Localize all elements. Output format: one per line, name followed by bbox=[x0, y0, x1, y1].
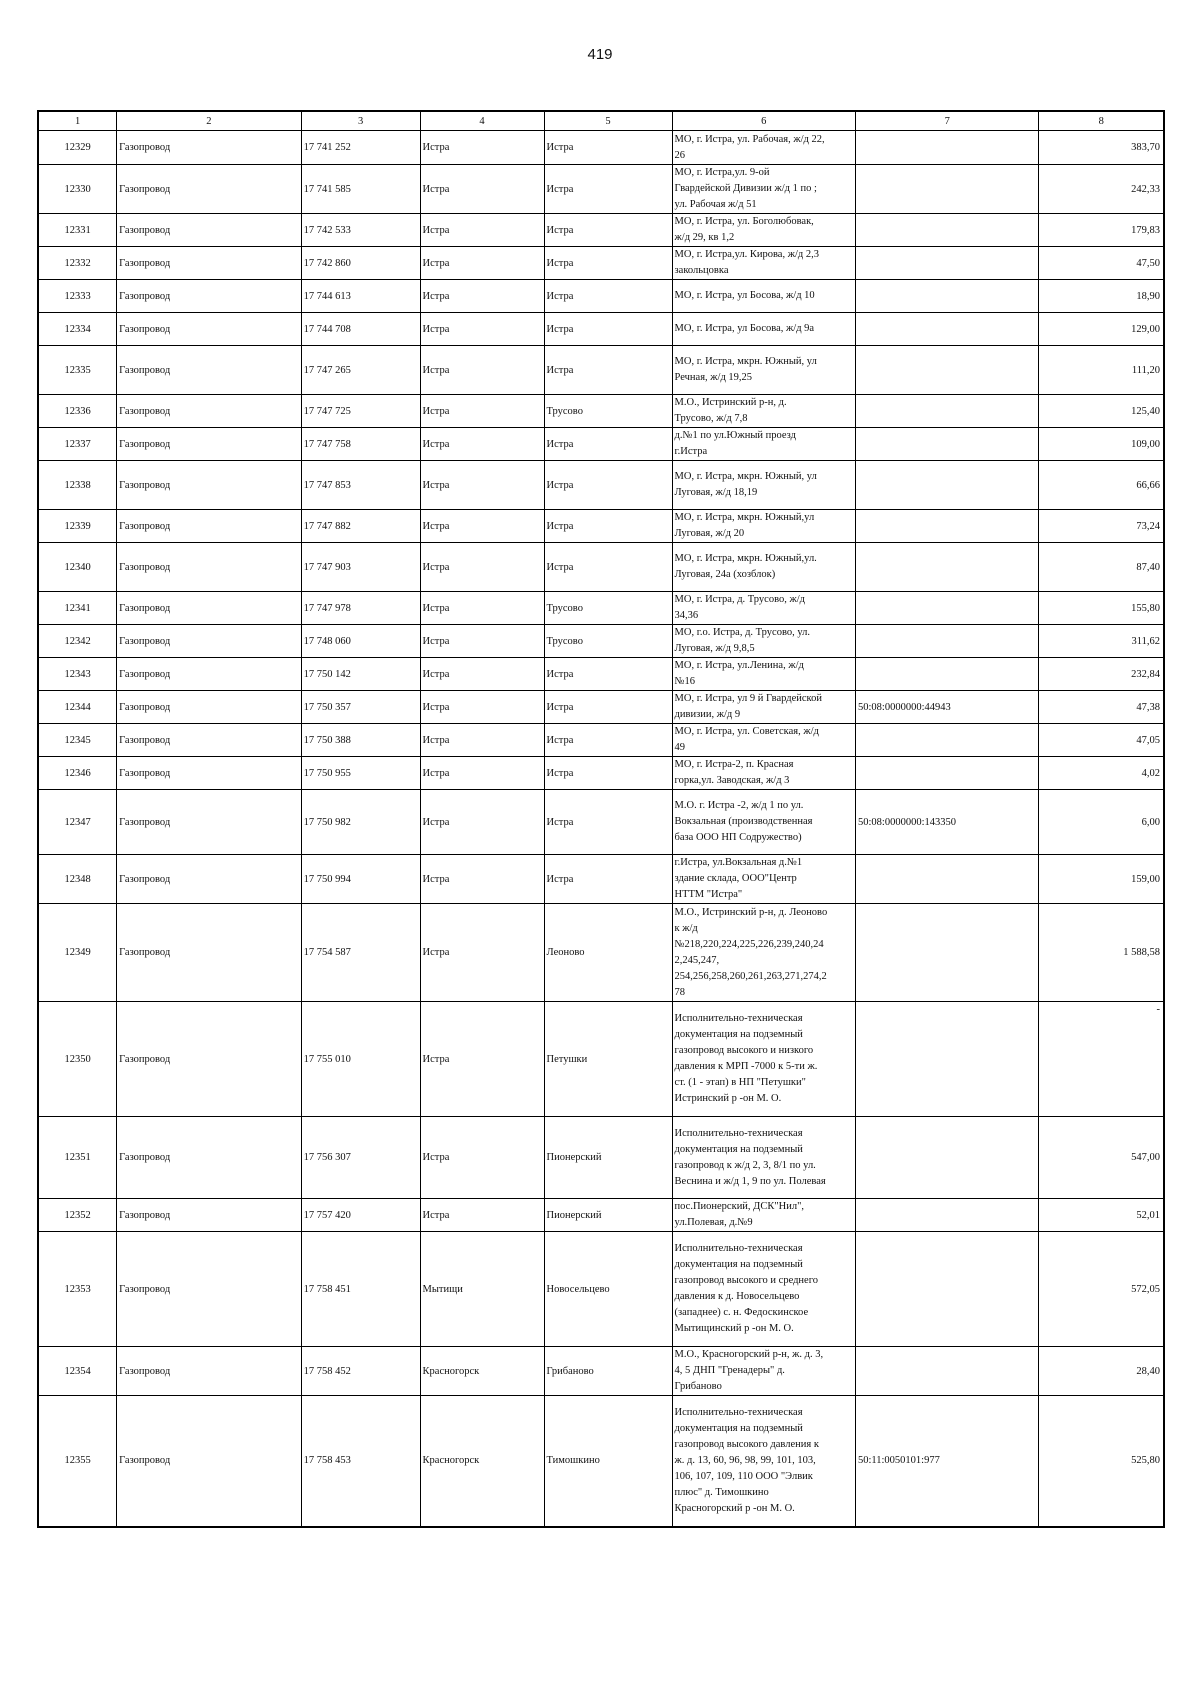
district-cell: Истра bbox=[420, 247, 544, 280]
table-row bbox=[38, 1199, 1164, 1232]
locality-cell: Истра bbox=[544, 658, 672, 691]
object-type-cell: Газопровод bbox=[117, 428, 301, 461]
value-cell: 111,20 bbox=[1039, 346, 1164, 395]
locality-cell: Истра bbox=[544, 313, 672, 346]
cadastral-number-cell bbox=[855, 724, 1038, 757]
column-header: 1 bbox=[38, 111, 117, 131]
value-cell: 1 588,58 bbox=[1039, 904, 1164, 1002]
table-row bbox=[38, 1002, 1164, 1117]
cadastral-number-cell bbox=[855, 214, 1038, 247]
address-cell: Исполнительно-техническая документация на подземный газопровод высокого и низкого давления к МРП -7000 к 5-ти ж. ст. (1 - этап) в НП "Петушки" Истринский р -он М. О. bbox=[672, 1002, 855, 1117]
cadastral-number-cell bbox=[855, 280, 1038, 313]
cadastral-number-cell bbox=[855, 1199, 1038, 1232]
table-row bbox=[38, 904, 1164, 1002]
cadastral-number-cell bbox=[855, 757, 1038, 790]
row-number-cell: 12348 bbox=[38, 855, 117, 904]
object-type-cell: Газопровод bbox=[117, 1117, 301, 1199]
inventory-code-cell: 17 757 420 bbox=[301, 1199, 420, 1232]
inventory-code-cell: 17 741 585 bbox=[301, 165, 420, 214]
value-cell: 109,00 bbox=[1039, 428, 1164, 461]
district-cell: Истра bbox=[420, 904, 544, 1002]
cadastral-number-cell bbox=[855, 395, 1038, 428]
district-cell: Истра bbox=[420, 724, 544, 757]
inventory-code-cell: 17 741 252 bbox=[301, 131, 420, 165]
object-type-cell: Газопровод bbox=[117, 247, 301, 280]
cadastral-number-cell bbox=[855, 625, 1038, 658]
cadastral-number-cell bbox=[855, 1002, 1038, 1117]
column-header: 7 bbox=[855, 111, 1038, 131]
value-cell: 179,83 bbox=[1039, 214, 1164, 247]
address-cell: МО, г. Истра, мкрн. Южный,ул. Луговая, 24а (хозблок) bbox=[672, 543, 855, 592]
table-row bbox=[38, 247, 1164, 280]
table-row bbox=[38, 691, 1164, 724]
locality-cell: Истра bbox=[544, 790, 672, 855]
address-cell: М.О., Красногорский р-н, ж. д. 3, 4, 5 ДНП "Гренадеры" д. Грибаново bbox=[672, 1347, 855, 1396]
district-cell: Истра bbox=[420, 165, 544, 214]
district-cell: Истра bbox=[420, 131, 544, 165]
row-number-cell: 12338 bbox=[38, 461, 117, 510]
object-type-cell: Газопровод bbox=[117, 1347, 301, 1396]
address-cell: Исполнительно-техническая документация на подземный газопровод к ж/д 2, 3, 8/1 по ул. Веснина и ж/д 1, 9 по ул. Полевая bbox=[672, 1117, 855, 1199]
object-type-cell: Газопровод bbox=[117, 724, 301, 757]
inventory-code-cell: 17 747 882 bbox=[301, 510, 420, 543]
address-cell: Исполнительно-техническая документация на подземный газопровод высокого и среднего давления к д. Новосельцево (западнее) с. н. Федоскинское Мытищинский р -он М. О. bbox=[672, 1232, 855, 1347]
inventory-code-cell: 17 750 388 bbox=[301, 724, 420, 757]
table-row bbox=[38, 724, 1164, 757]
table-row bbox=[38, 346, 1164, 395]
address-cell: МО, г. Истра, ул 9 й Гвардейской дивизии, ж/д 9 bbox=[672, 691, 855, 724]
row-number-cell: 12334 bbox=[38, 313, 117, 346]
district-cell: Истра bbox=[420, 757, 544, 790]
locality-cell: Пионерский bbox=[544, 1117, 672, 1199]
locality-cell: Трусово bbox=[544, 592, 672, 625]
locality-cell: Истра bbox=[544, 757, 672, 790]
inventory-code-cell: 17 756 307 bbox=[301, 1117, 420, 1199]
row-number-cell: 12341 bbox=[38, 592, 117, 625]
locality-cell: Истра bbox=[544, 280, 672, 313]
address-cell: Исполнительно-техническая документация на подземный газопровод высокого давления к ж. д. 13, 60, 96, 98, 99, 101, 103, 106, 107, 109, 110 ООО "Элвик плюс" д. Тимошкино Красногорский р -он М. О. bbox=[672, 1396, 855, 1527]
address-cell: МО, г. Истра,ул. Кирова, ж/д 2,3 закольцовка bbox=[672, 247, 855, 280]
locality-cell: Леоново bbox=[544, 904, 672, 1002]
value-cell: 242,33 bbox=[1039, 165, 1164, 214]
object-type-cell: Газопровод bbox=[117, 625, 301, 658]
page-number: 419 bbox=[587, 46, 613, 63]
address-cell: МО, г.о. Истра, д. Трусово, ул. Луговая, ж/д 9,8,5 bbox=[672, 625, 855, 658]
row-number-cell: 12344 bbox=[38, 691, 117, 724]
district-cell: Истра bbox=[420, 855, 544, 904]
cadastral-number-cell bbox=[855, 131, 1038, 165]
cadastral-number-cell bbox=[855, 346, 1038, 395]
value-cell: 525,80 bbox=[1039, 1396, 1164, 1527]
locality-cell: Истра bbox=[544, 510, 672, 543]
row-number-cell: 12335 bbox=[38, 346, 117, 395]
inventory-code-cell: 17 750 982 bbox=[301, 790, 420, 855]
cadastral-number-cell bbox=[855, 658, 1038, 691]
header-row bbox=[38, 111, 1164, 131]
cadastral-number-cell bbox=[855, 247, 1038, 280]
district-cell: Истра bbox=[420, 510, 544, 543]
address-cell: МО, г. Истра, ул. Рабочая, ж/д 22, 26 bbox=[672, 131, 855, 165]
row-number-cell: 12343 bbox=[38, 658, 117, 691]
address-cell: г.Истра, ул.Вокзальная д.№1 здание склада, ООО"Центр НТТМ "Истра" bbox=[672, 855, 855, 904]
value-cell: 47,05 bbox=[1039, 724, 1164, 757]
address-cell: МО, г. Истра, мкрн. Южный, ул Речная, ж/д 19,25 bbox=[672, 346, 855, 395]
table-row bbox=[38, 855, 1164, 904]
object-type-cell: Газопровод bbox=[117, 790, 301, 855]
table-row bbox=[38, 280, 1164, 313]
locality-cell: Тимошкино bbox=[544, 1396, 672, 1527]
inventory-code-cell: 17 747 853 bbox=[301, 461, 420, 510]
value-cell: 47,38 bbox=[1039, 691, 1164, 724]
row-number-cell: 12336 bbox=[38, 395, 117, 428]
inventory-code-cell: 17 742 860 bbox=[301, 247, 420, 280]
cadastral-number-cell bbox=[855, 592, 1038, 625]
row-number-cell: 12353 bbox=[38, 1232, 117, 1347]
locality-cell: Истра bbox=[544, 165, 672, 214]
object-type-cell: Газопровод bbox=[117, 543, 301, 592]
locality-cell: Новосельцево bbox=[544, 1232, 672, 1347]
value-cell: 155,80 bbox=[1039, 592, 1164, 625]
row-number-cell: 12331 bbox=[38, 214, 117, 247]
address-cell: МО, г. Истра, ул.Ленина, ж/д №16 bbox=[672, 658, 855, 691]
row-number-cell: 12345 bbox=[38, 724, 117, 757]
table-row bbox=[38, 428, 1164, 461]
district-cell: Красногорск bbox=[420, 1347, 544, 1396]
inventory-code-cell: 17 744 613 bbox=[301, 280, 420, 313]
column-header: 8 bbox=[1039, 111, 1164, 131]
locality-cell: Трусово bbox=[544, 395, 672, 428]
value-cell: 28,40 bbox=[1039, 1347, 1164, 1396]
locality-cell: Истра bbox=[544, 346, 672, 395]
district-cell: Истра bbox=[420, 1002, 544, 1117]
locality-cell: Петушки bbox=[544, 1002, 672, 1117]
address-cell: М.О., Истринский р-н, д. Трусово, ж/д 7,8 bbox=[672, 395, 855, 428]
row-number-cell: 12329 bbox=[38, 131, 117, 165]
table-row bbox=[38, 790, 1164, 855]
object-type-cell: Газопровод bbox=[117, 1396, 301, 1527]
table-row bbox=[38, 461, 1164, 510]
cadastral-number-cell bbox=[855, 543, 1038, 592]
cadastral-number-cell bbox=[855, 1232, 1038, 1347]
object-type-cell: Газопровод bbox=[117, 461, 301, 510]
table-row bbox=[38, 625, 1164, 658]
inventory-code-cell: 17 758 452 bbox=[301, 1347, 420, 1396]
address-cell: МО, г. Истра,ул. 9-ой Гвардейской Дивизии ж/д 1 по ; ул. Рабочая ж/д 51 bbox=[672, 165, 855, 214]
district-cell: Истра bbox=[420, 658, 544, 691]
value-cell: 87,40 bbox=[1039, 543, 1164, 592]
locality-cell: Истра bbox=[544, 724, 672, 757]
value-cell: 129,00 bbox=[1039, 313, 1164, 346]
table-row bbox=[38, 658, 1164, 691]
inventory-code-cell: 17 747 725 bbox=[301, 395, 420, 428]
inventory-code-cell: 17 747 758 bbox=[301, 428, 420, 461]
inventory-code-cell: 17 747 903 bbox=[301, 543, 420, 592]
address-cell: МО, г. Истра, мкрн. Южный, ул Луговая, ж/д 18,19 bbox=[672, 461, 855, 510]
object-type-cell: Газопровод bbox=[117, 904, 301, 1002]
cadastral-number-cell: 50:08:0000000:143350 bbox=[855, 790, 1038, 855]
object-type-cell: Газопровод bbox=[117, 395, 301, 428]
address-cell: МО, г. Истра, мкрн. Южный,ул Луговая, ж/д 20 bbox=[672, 510, 855, 543]
column-header: 2 bbox=[117, 111, 301, 131]
column-header: 4 bbox=[420, 111, 544, 131]
row-number-cell: 12332 bbox=[38, 247, 117, 280]
address-cell: М.О. г. Истра -2, ж/д 1 по ул. Вокзальная (производственная база ООО НП Содружество) bbox=[672, 790, 855, 855]
cadastral-number-cell bbox=[855, 461, 1038, 510]
district-cell: Мытищи bbox=[420, 1232, 544, 1347]
locality-cell: Истра bbox=[544, 855, 672, 904]
row-number-cell: 12354 bbox=[38, 1347, 117, 1396]
object-type-cell: Газопровод bbox=[117, 280, 301, 313]
address-cell: МО, г. Истра, ул. Советская, ж/д 49 bbox=[672, 724, 855, 757]
cadastral-number-cell: 50:08:0000000:44943 bbox=[855, 691, 1038, 724]
inventory-code-cell: 17 742 533 bbox=[301, 214, 420, 247]
cadastral-number-cell bbox=[855, 428, 1038, 461]
locality-cell: Трусово bbox=[544, 625, 672, 658]
value-cell: 66,66 bbox=[1039, 461, 1164, 510]
value-cell: 547,00 bbox=[1039, 1117, 1164, 1199]
table-row bbox=[38, 165, 1164, 214]
table-row bbox=[38, 313, 1164, 346]
address-cell: МО, г. Истра-2, п. Красная горка,ул. Заводская, ж/д 3 bbox=[672, 757, 855, 790]
value-cell: 159,00 bbox=[1039, 855, 1164, 904]
locality-cell: Истра bbox=[544, 214, 672, 247]
object-type-cell: Газопровод bbox=[117, 510, 301, 543]
inventory-code-cell: 17 750 955 bbox=[301, 757, 420, 790]
row-number-cell: 12349 bbox=[38, 904, 117, 1002]
object-type-cell: Газопровод bbox=[117, 1232, 301, 1347]
table-row bbox=[38, 543, 1164, 592]
object-type-cell: Газопровод bbox=[117, 313, 301, 346]
inventory-code-cell: 17 754 587 bbox=[301, 904, 420, 1002]
inventory-code-cell: 17 744 708 bbox=[301, 313, 420, 346]
locality-cell: Истра bbox=[544, 461, 672, 510]
table-row bbox=[38, 592, 1164, 625]
district-cell: Истра bbox=[420, 1199, 544, 1232]
inventory-code-cell: 17 750 994 bbox=[301, 855, 420, 904]
locality-cell: Грибаново bbox=[544, 1347, 672, 1396]
inventory-code-cell: 17 758 453 bbox=[301, 1396, 420, 1527]
district-cell: Истра bbox=[420, 428, 544, 461]
object-type-cell: Газопровод bbox=[117, 592, 301, 625]
district-cell: Истра bbox=[420, 214, 544, 247]
object-type-cell: Газопровод bbox=[117, 1002, 301, 1117]
value-cell: 4,02 bbox=[1039, 757, 1164, 790]
district-cell: Истра bbox=[420, 691, 544, 724]
cadastral-number-cell bbox=[855, 1117, 1038, 1199]
district-cell: Истра bbox=[420, 346, 544, 395]
district-cell: Истра bbox=[420, 592, 544, 625]
address-cell: М.О., Истринский р-н, д. Леоново к ж/д №218,220,224,225,226,239,240,24 2,245,247, 254,256,258,260,261,263,271,274,2 78 bbox=[672, 904, 855, 1002]
table-row bbox=[38, 1232, 1164, 1347]
locality-cell: Истра bbox=[544, 428, 672, 461]
district-cell: Истра bbox=[420, 1117, 544, 1199]
table-row bbox=[38, 757, 1164, 790]
object-type-cell: Газопровод bbox=[117, 855, 301, 904]
object-type-cell: Газопровод bbox=[117, 691, 301, 724]
object-type-cell: Газопровод bbox=[117, 1199, 301, 1232]
cadastral-number-cell bbox=[855, 510, 1038, 543]
cadastral-number-cell bbox=[855, 165, 1038, 214]
address-cell: д.№1 по ул.Южный проезд г.Истра bbox=[672, 428, 855, 461]
district-cell: Истра bbox=[420, 395, 544, 428]
locality-cell: Истра bbox=[544, 247, 672, 280]
row-number-cell: 12337 bbox=[38, 428, 117, 461]
row-number-cell: 12352 bbox=[38, 1199, 117, 1232]
object-type-cell: Газопровод bbox=[117, 757, 301, 790]
row-number-cell: 12351 bbox=[38, 1117, 117, 1199]
district-cell: Истра bbox=[420, 280, 544, 313]
inventory-code-cell: 17 758 451 bbox=[301, 1232, 420, 1347]
inventory-code-cell: 17 750 357 bbox=[301, 691, 420, 724]
registry-table bbox=[37, 110, 1165, 1528]
row-number-cell: 12339 bbox=[38, 510, 117, 543]
value-cell: 18,90 bbox=[1039, 280, 1164, 313]
address-cell: пос.Пионерский, ДСК"Нил", ул.Полевая, д.№9 bbox=[672, 1199, 855, 1232]
row-number-cell: 12350 bbox=[38, 1002, 117, 1117]
address-cell: МО, г. Истра, ул. Боголюбовак, ж/д 29, кв 1,2 bbox=[672, 214, 855, 247]
district-cell: Красногорск bbox=[420, 1396, 544, 1527]
row-number-cell: 12330 bbox=[38, 165, 117, 214]
district-cell: Истра bbox=[420, 543, 544, 592]
district-cell: Истра bbox=[420, 313, 544, 346]
column-header: 6 bbox=[672, 111, 855, 131]
object-type-cell: Газопровод bbox=[117, 165, 301, 214]
inventory-code-cell: 17 750 142 bbox=[301, 658, 420, 691]
inventory-code-cell: 17 755 010 bbox=[301, 1002, 420, 1117]
locality-cell: Истра bbox=[544, 131, 672, 165]
table-row bbox=[38, 1396, 1164, 1527]
district-cell: Истра bbox=[420, 461, 544, 510]
value-cell: 6,00 bbox=[1039, 790, 1164, 855]
row-number-cell: 12355 bbox=[38, 1396, 117, 1527]
object-type-cell: Газопровод bbox=[117, 658, 301, 691]
address-cell: МО, г. Истра, ул Босова, ж/д 9а bbox=[672, 313, 855, 346]
row-number-cell: 12340 bbox=[38, 543, 117, 592]
object-type-cell: Газопровод bbox=[117, 214, 301, 247]
table-row bbox=[38, 510, 1164, 543]
cadastral-number-cell bbox=[855, 1347, 1038, 1396]
row-number-cell: 12342 bbox=[38, 625, 117, 658]
inventory-code-cell: 17 747 265 bbox=[301, 346, 420, 395]
value-cell: 125,40 bbox=[1039, 395, 1164, 428]
locality-cell: Истра bbox=[544, 543, 672, 592]
row-number-cell: 12333 bbox=[38, 280, 117, 313]
table-row bbox=[38, 1117, 1164, 1199]
value-cell: 311,62 bbox=[1039, 625, 1164, 658]
table-row bbox=[38, 131, 1164, 165]
table-row bbox=[38, 214, 1164, 247]
district-cell: Истра bbox=[420, 790, 544, 855]
inventory-code-cell: 17 748 060 bbox=[301, 625, 420, 658]
value-cell: 52,01 bbox=[1039, 1199, 1164, 1232]
district-cell: Истра bbox=[420, 625, 544, 658]
cadastral-number-cell bbox=[855, 313, 1038, 346]
row-number-cell: 12347 bbox=[38, 790, 117, 855]
value-cell: 47,50 bbox=[1039, 247, 1164, 280]
column-header: 3 bbox=[301, 111, 420, 131]
locality-cell: Истра bbox=[544, 691, 672, 724]
value-cell: - bbox=[1039, 1002, 1164, 1117]
value-cell: 572,05 bbox=[1039, 1232, 1164, 1347]
cadastral-number-cell bbox=[855, 904, 1038, 1002]
value-cell: 232,84 bbox=[1039, 658, 1164, 691]
table-row bbox=[38, 1347, 1164, 1396]
value-cell: 383,70 bbox=[1039, 131, 1164, 165]
table-row bbox=[38, 395, 1164, 428]
inventory-code-cell: 17 747 978 bbox=[301, 592, 420, 625]
object-type-cell: Газопровод bbox=[117, 131, 301, 165]
column-header: 5 bbox=[544, 111, 672, 131]
value-cell: 73,24 bbox=[1039, 510, 1164, 543]
address-cell: МО, г. Истра, ул Босова, ж/д 10 bbox=[672, 280, 855, 313]
locality-cell: Пионерский bbox=[544, 1199, 672, 1232]
row-number-cell: 12346 bbox=[38, 757, 117, 790]
address-cell: МО, г. Истра, д. Трусово, ж/д 34,36 bbox=[672, 592, 855, 625]
object-type-cell: Газопровод bbox=[117, 346, 301, 395]
cadastral-number-cell bbox=[855, 855, 1038, 904]
cadastral-number-cell: 50:11:0050101:977 bbox=[855, 1396, 1038, 1527]
table-body bbox=[38, 131, 1164, 1527]
